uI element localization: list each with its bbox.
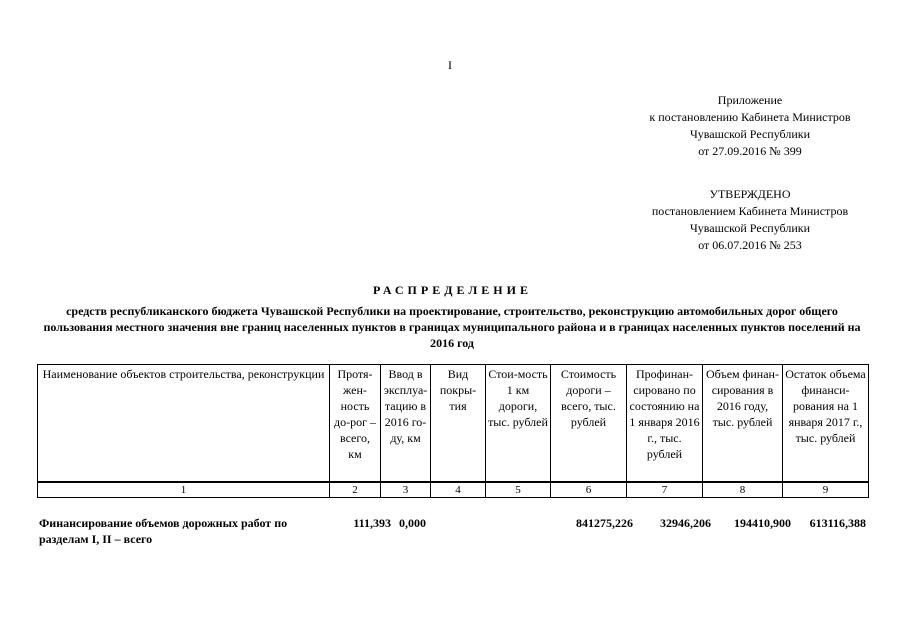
appendix-line: Чувашской Республики [689, 127, 811, 141]
header-cell: Стоимость дороги – всего, тыс. рублей [551, 365, 627, 483]
page-number: I [448, 58, 452, 72]
appendix-line: от 27.09.2016 № 399 [698, 144, 802, 158]
header-cell: Наименование объектов строительства, реконструкции [38, 365, 330, 483]
distribution-table [37, 364, 869, 498]
header-cell: Вид покры-тия [431, 365, 486, 483]
table-row [37, 514, 868, 548]
document-title: РАСПРЕДЕЛЕНИЕ [373, 283, 532, 297]
column-number: 5 [486, 482, 551, 498]
table-header-row [38, 365, 869, 483]
appendix-line: к постановлению Кабинета Министров [649, 110, 851, 124]
appendix-line: Приложение [717, 93, 783, 107]
column-number: 7 [627, 482, 703, 498]
approved-line: постановлением Кабинета Министров [651, 204, 849, 218]
total-financed: 32946,206 [660, 516, 711, 530]
total-length: 111,393 [353, 516, 391, 530]
approved-line: от 06.07.2016 № 253 [698, 238, 802, 252]
header-cell: Остаток объема финанси-рования на 1 января 2017 г., тыс. рублей [783, 365, 869, 483]
header-cell: Стои-мость 1 км дороги, тыс. рублей [486, 365, 551, 483]
total-remainder: 613116,388 [809, 516, 866, 530]
document-subtitle: средств республиканского бюджета Чувашской Республики на проектирование, строительство, реконструкцию автомобильных дорог общего пользования местного значения вне границ населенных пунктов в границах муниципального района и в границах населенных пунктов поселений на 2016 год [43, 304, 861, 350]
header-cell: Протя-жен-ность до-рог – всего, км [330, 365, 381, 483]
column-number: 2 [330, 482, 381, 498]
total-row-table [37, 514, 868, 548]
approved-line: Чувашской Республики [689, 221, 811, 235]
column-number: 4 [431, 482, 486, 498]
total-cost: 841275,226 [576, 516, 633, 530]
column-number: 1 [38, 482, 330, 498]
header-cell: Ввод в эксплуа-тацию в 2016 го-ду, км [381, 365, 431, 483]
total-label: Финансирование объемов дорожных работ по разделам I, II – всего [39, 516, 288, 546]
total-cost-per-km [502, 514, 564, 548]
header-cell: Объем финан-сирования в 2016 году, тыс. рублей [703, 365, 783, 483]
column-number-row [38, 482, 869, 498]
column-number: 8 [703, 482, 783, 498]
total-commissioning: 0,000 [399, 516, 426, 530]
column-number: 3 [381, 482, 431, 498]
approved-block [640, 186, 860, 254]
column-number: 9 [783, 482, 869, 498]
appendix-block [640, 92, 860, 160]
total-financing-2016: 194410,900 [734, 516, 791, 530]
total-surface [447, 514, 502, 548]
approved-line: УТВЕРЖДЕНО [709, 187, 791, 201]
header-cell: Профинан-сировано по состоянию на 1 января 2016 г., тыс. рублей [627, 365, 703, 483]
column-number: 6 [551, 482, 627, 498]
